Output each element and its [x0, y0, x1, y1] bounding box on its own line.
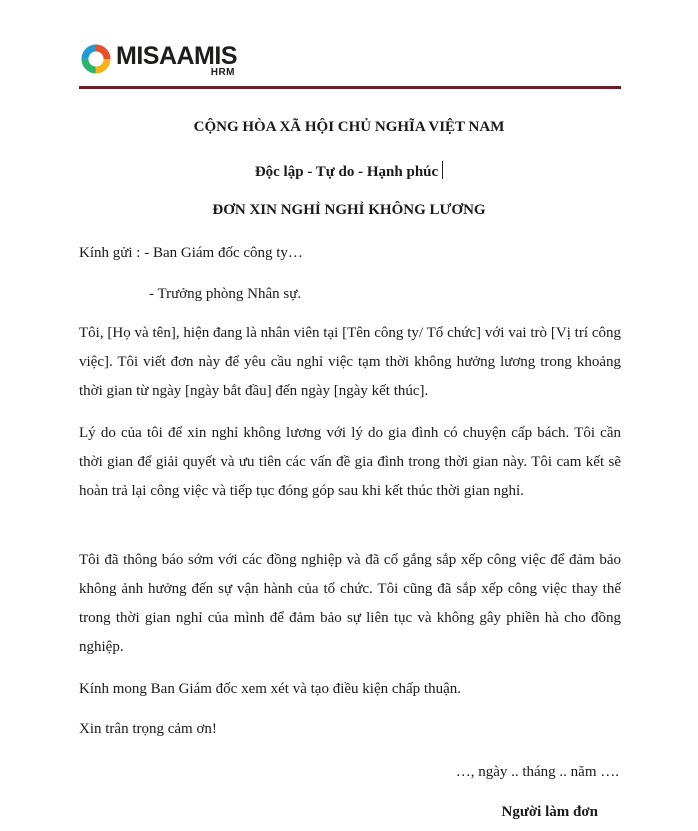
recipient-line-1: Kính gửi : - Ban Giám đốc công ty…: [79, 245, 303, 261]
country-heading: CỘNG HÒA XÃ HỘI CHỦ NGHĨA VIỆT NAM: [193, 119, 505, 135]
thanks-line: Xin trân trọng cảm ơn!: [79, 721, 217, 737]
header-divider: [79, 86, 621, 89]
text-cursor: [442, 161, 443, 179]
paragraph-arrangement: Tôi đã thông báo sớm với các đồng nghiệp và đã cố gắng sắp xếp công việc để đảm bảo không ảnh hưởng đến sự vận hành của tổ chức. Tôi cũng đã sắp xếp công việc thay thế trong thời gian nghỉ của mình để đảm bảo sự liên tục và không gây phiền hà cho đồng nghiệp.: [79, 552, 621, 655]
brand-product: HRM: [210, 67, 235, 78]
recipient-line-2: - Trưởng phòng Nhân sự.: [149, 286, 302, 302]
motto-text: Độc lập - Tự do - Hạnh phúc: [254, 164, 439, 180]
date-line: …, ngày .. tháng .. năm ….: [455, 764, 619, 780]
signer-label: Người làm đơn: [501, 804, 598, 820]
document-title: ĐƠN XIN NGHỈ NGHỈ KHÔNG LƯƠNG: [212, 202, 486, 218]
misa-amis-logo: [80, 42, 237, 80]
misa-ring-icon: [80, 43, 112, 75]
request-line: Kính mong Ban Giám đốc xem xét và tạo điều kiện chấp thuận.: [79, 681, 461, 697]
paragraph-reason: Lý do của tôi để xin nghỉ không lương với lý do gia đình có chuyện cấp bách. Tôi cần thời gian để giải quyết và ưu tiên các vấn đề gia đình trong thời gian này. Tôi cam kết sẽ hoàn trả lại công việc và tiếp tục đóng góp sau khi kết thúc thời gian nghỉ.: [79, 425, 621, 499]
brand-name: MISAAMIS: [116, 42, 237, 70]
paragraph-introduction: Tôi, [Họ và tên], hiện đang là nhân viên tại [Tên công ty/ Tổ chức] với vai trò [Vị trí công việc]. Tôi viết đơn này để yêu cầu nghỉ việc tạm thời không hưởng lương trong khoảng thời gian từ ngày [ngày bắt đầu] đến ngày [ngày kết thúc].: [79, 325, 621, 399]
motto-line: [0, 161, 698, 181]
